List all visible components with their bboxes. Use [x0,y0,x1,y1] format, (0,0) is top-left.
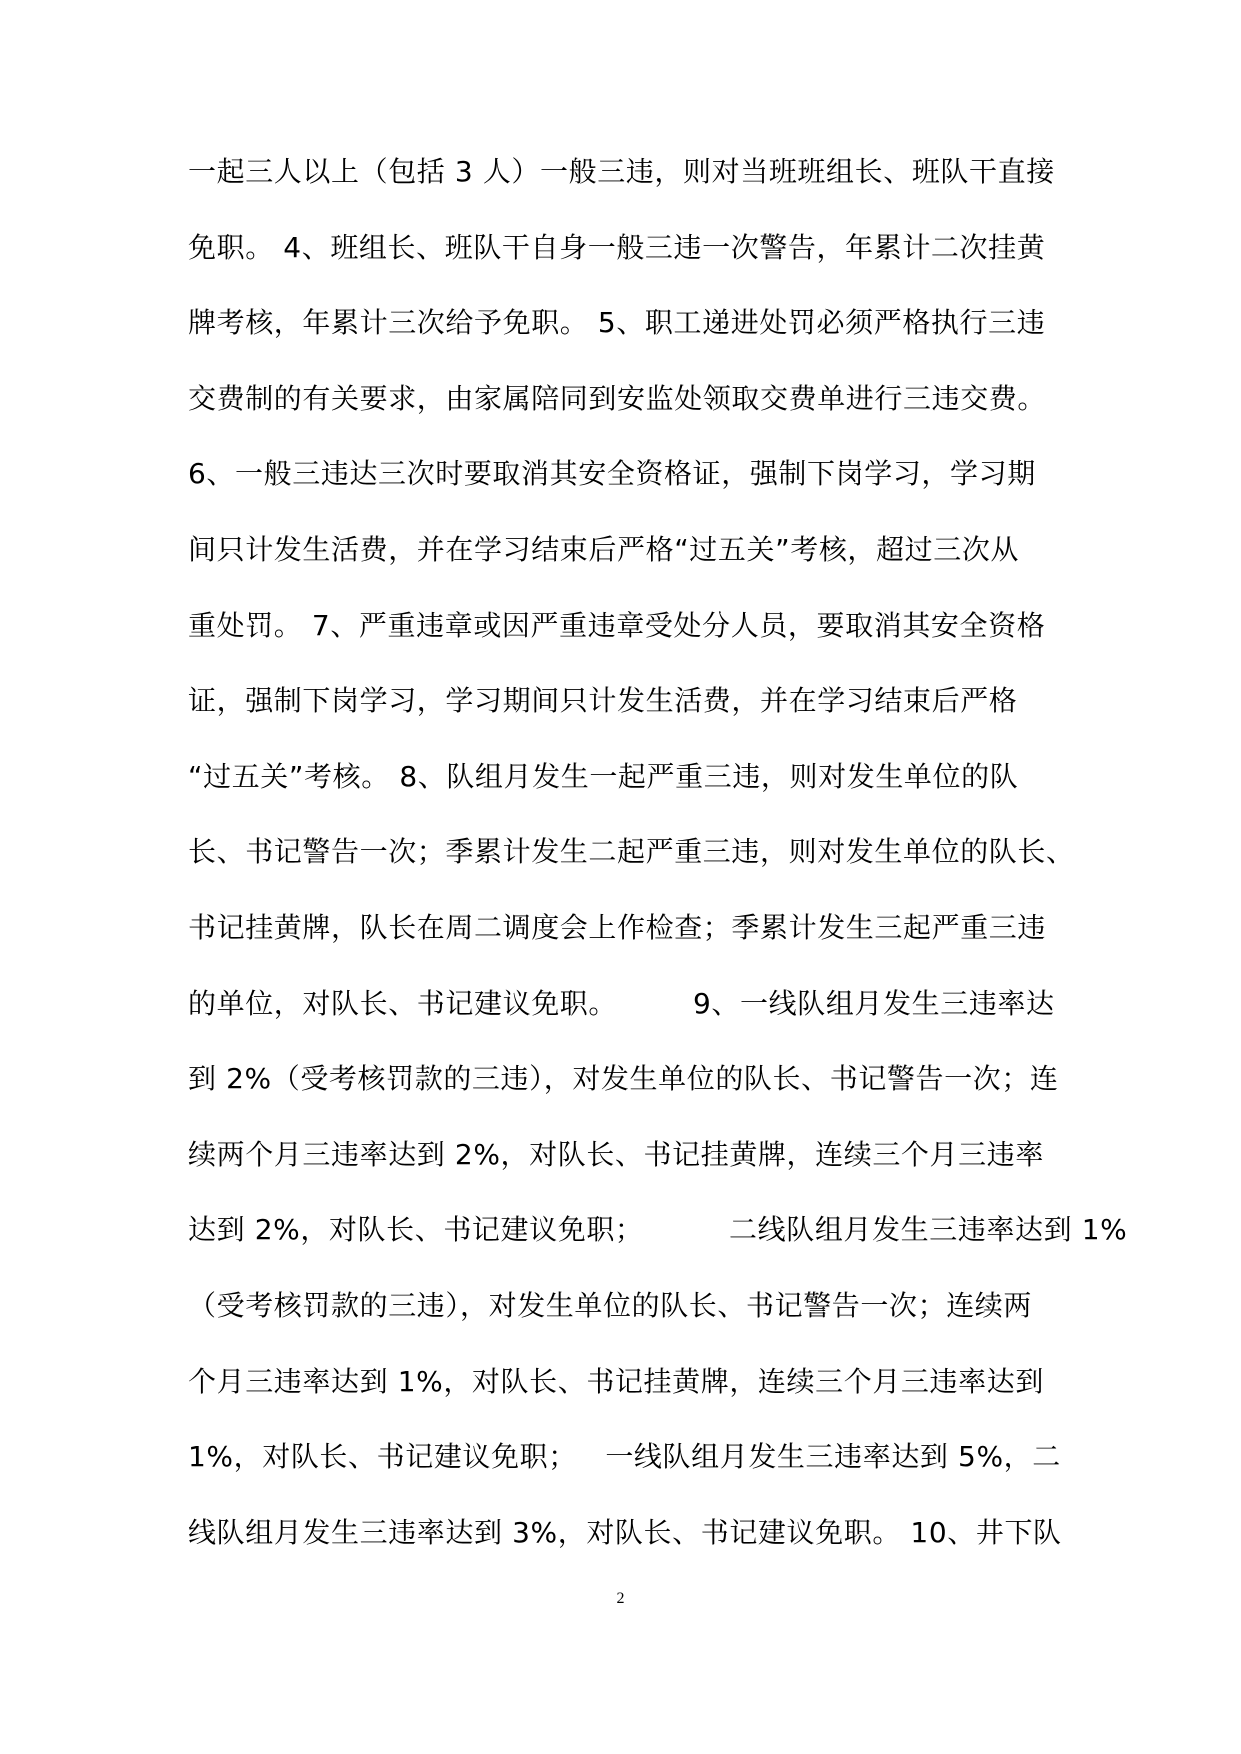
body-text [188,142,1128,1578]
text-line: 续两个月三违率达到 2%，对队长、书记挂黄牌，连续三个月三违率 [188,1137,1044,1171]
text-line: （受考核罚款的三违），对发生单位的队长、书记警告一次；连续两 [188,1288,1033,1322]
text-line: 间只计发生活费，并在学习结束后严格“过五关”考核，超过三次从 [188,532,1020,566]
text-line: 免职。 4、班组长、班队干自身一般三违一次警告，年累计二次挂黄 [188,230,1046,264]
text-line: 一起三人以上（包括 3 人）一般三违，则对当班班组长、班队干直接 [188,155,1055,188]
text-line: 长、书记警告一次；季累计发生二起严重三违，则对发生单位的队长、 [188,835,1075,869]
text-line: “过五关”考核。 8、队组月发生一起严重三违，则对发生单位的队 [188,759,1019,793]
text-line: 重处罚。 7、严重违章或因严重违章受处分人员，要取消其安全资格 [188,608,1046,642]
text-line: 个月三违率达到 1%，对队长、书记挂黄牌，连续三个月三违率达到 [188,1364,1044,1398]
text-line: 牌考核，年累计三次给予免职。 5、职工递进处罚必须严格执行三违 [188,306,1046,340]
page-number: 2 [616,1590,625,1607]
text-line: 交费制的有关要求，由家属陪同到安监处领取交费单进行三违交费。 [188,381,1047,415]
text-line: 线队组月发生三违率达到 3%，对队长、书记建议免职。 10、井下队 [188,1515,1062,1549]
text-line: 1%，对队长、书记建议免职； 一线队组月发生三违率达到 5%，二 [188,1440,1061,1474]
text-line: 达到 2%，对队长、书记建议免职； 二线队组月发生三违率达到 1% [188,1213,1128,1247]
text-line: 6、一般三违达三次时要取消其安全资格证，强制下岗学习，学习期 [188,457,1036,491]
text-line: 的单位，对队长、书记建议免职。 9、一线队组月发生三违率达 [188,986,1055,1020]
text-line: 证，强制下岗学习，学习期间只计发生活费，并在学习结束后严格 [188,684,1018,718]
text-line: 到 2%（受考核罚款的三违），对发生单位的队长、书记警告一次；连 [188,1062,1059,1096]
text-line: 书记挂黄牌，队长在周二调度会上作检查；季累计发生三起严重三违 [188,910,1047,944]
